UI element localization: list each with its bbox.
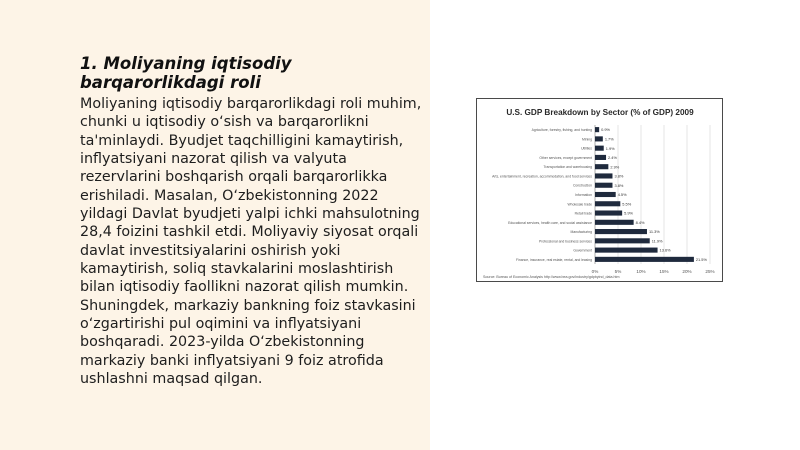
category-label: Agriculture, forestry, fishing, and hunting	[531, 128, 592, 133]
value-label: 11.9%	[651, 238, 663, 244]
bar	[595, 146, 604, 151]
bar	[595, 127, 599, 132]
value-label: 1.9%	[605, 145, 615, 151]
chart-title: U.S. GDP Breakdown by Sector (% of GDP) 2009	[506, 108, 694, 117]
slide-title: 1. Moliyaning iqtisodiy barqarorlikdagi roli	[80, 54, 292, 92]
category-label: Wholesale trade	[567, 202, 592, 207]
value-label: 0.9%	[601, 127, 611, 133]
bar	[595, 201, 620, 206]
category-label: Educational services, health care, and social assistance	[508, 220, 592, 225]
bar	[595, 229, 647, 234]
value-label: 8.4%	[635, 219, 645, 225]
value-label: 1.7%	[604, 136, 614, 142]
value-label: 2.9%	[610, 164, 620, 170]
category-label: Information	[575, 193, 592, 197]
x-tick-label: 25%	[705, 269, 715, 274]
bar	[595, 210, 622, 215]
category-label: Manufacturing	[570, 230, 592, 235]
bar	[595, 155, 606, 160]
category-label: Mining	[582, 137, 592, 142]
category-label: Utilities	[581, 146, 592, 151]
bar	[595, 183, 612, 188]
value-label: 13.6%	[659, 247, 671, 253]
category-label: Finance, insurance, real estate, rental, and leasing	[516, 257, 592, 262]
bar	[595, 220, 634, 225]
bar	[595, 192, 616, 197]
value-label: 2.4%	[608, 155, 617, 161]
bar	[595, 136, 603, 141]
value-label: 3.8%	[614, 182, 624, 188]
category-label: Arts, entertainment, recreation, accommodation, and food services	[492, 174, 592, 179]
category-label: Professional and business services	[539, 239, 592, 244]
source-note: Source: Bureau of Economic Analysis http://www.bea.gov/industry/gdpbyind_data.htm	[483, 275, 620, 279]
x-tick-label: 15%	[659, 269, 669, 274]
value-label: 4.5%	[617, 192, 627, 198]
value-label: 11.3%	[648, 229, 660, 235]
gdp-chart-figure	[476, 98, 723, 282]
category-label: Other services, except government	[539, 155, 592, 160]
value-label: 5.5%	[622, 201, 632, 207]
x-tick-label: 5%	[614, 269, 622, 274]
category-label: Government	[573, 248, 592, 253]
bar	[595, 164, 608, 169]
category-label: Transportation and warehousing	[543, 165, 592, 170]
value-label: 3.8%	[614, 173, 624, 179]
x-tick-label: 10%	[636, 269, 646, 274]
bar	[595, 173, 612, 178]
bar	[595, 257, 694, 262]
x-tick-label: 20%	[682, 269, 692, 274]
category-label: Construction	[572, 183, 592, 188]
category-label: Retail trade	[574, 211, 592, 216]
x-tick-label: 0%	[591, 269, 599, 274]
slide-body-text: Moliyaning iqtisodiy barqarorlikdagi roli muhim, chunki u iqtisodiy o‘sish va barqarorlikni ta'minlaydi. Byudjet taqchilligini kamaytirish, inflyatsiyani nazorat qilish va valyuta rezervlarini boshqarish orqali barqarorlikka erishiladi. Masalan, O‘zbekistonning 2022 yildagi Davlat byudjeti yalpi ichki mahsulotning 28,4 foizini tashkil etdi. Moliyaviy siyosat orqali davlat investitsiyalarini oshirish yoki kamaytirish, soliq stavkalarini moslashtirish bilan iqtisodiy faollikni nazorat qilish mumkin. Shuningdek, markaziy bankning foiz stavkasini o‘zgartirishi pul oqimini va inflyatsiyani boshqaradi. 2023-yilda O‘zbekistonning markaziy banki inflyatsiyani 9 foiz atrofida ushlashni maqsad qilgan.	[80, 96, 422, 388]
value-label: 21.5%	[695, 256, 707, 262]
gdp-bar-chart	[477, 99, 724, 283]
bar	[595, 238, 650, 243]
value-label: 5.9%	[624, 210, 634, 216]
bar	[595, 248, 658, 253]
